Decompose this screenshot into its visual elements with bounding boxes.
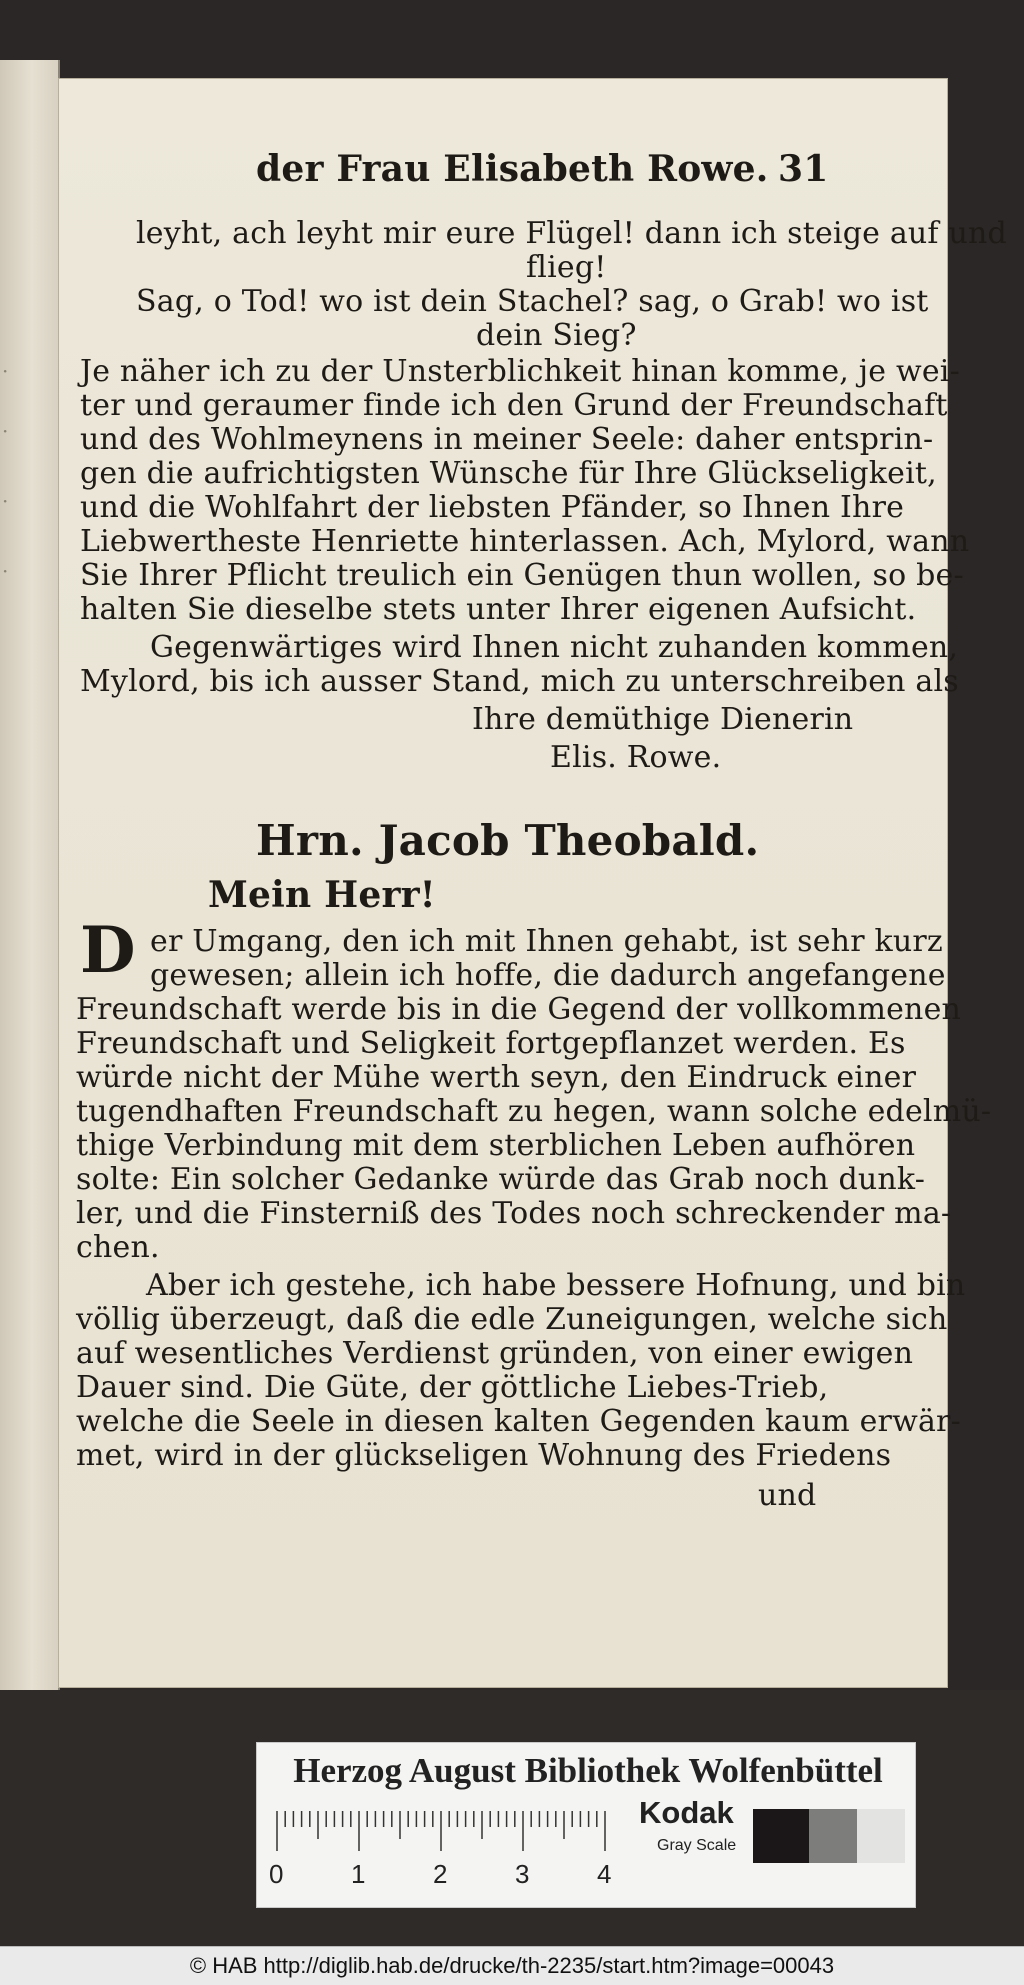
body-line: Liebwertheste Henriette hinterlassen. Ach, Mylord, wann <box>80 524 970 559</box>
signature-line: Elis. Rowe. <box>550 740 722 775</box>
gray-scale-label: Gray Scale <box>657 1837 737 1854</box>
bleed-mark: · <box>2 489 9 513</box>
bleed-mark: · <box>2 559 9 583</box>
letter-line: würde nicht der Mühe werth seyn, den Eindruck einer <box>76 1060 917 1095</box>
copyright-footer <box>0 1946 1024 1985</box>
bleed-mark: · <box>2 359 9 383</box>
body-line: halten Sie dieselbe stets unter Ihrer eigenen Aufsicht. <box>80 592 917 627</box>
body-line: gen die aufrichtigsten Wünsche für Ihre Glückseligkeit, <box>80 456 937 491</box>
decorated-initial: D <box>80 913 136 988</box>
letter-line: völlig überzeugt, daß die edle Zuneigungen, welche sich <box>76 1302 948 1337</box>
letter-title: Hrn. Jacob Theobald. <box>256 816 760 865</box>
ruler-label: 1 <box>351 1859 366 1889</box>
previous-page-edge <box>0 60 60 1690</box>
kodak-brand: Kodak <box>639 1795 734 1830</box>
bleed-mark: · <box>2 419 9 443</box>
body-line: Sie Ihrer Pflicht treulich ein Genügen thun wollen, so be- <box>80 558 964 593</box>
body-line: Gegenwärtiges wird Ihnen nicht zuhanden kommen, <box>150 630 959 665</box>
ruler-label: 3 <box>515 1859 530 1889</box>
ruler-label: 4 <box>597 1859 612 1889</box>
body-line: und die Wohlfahrt der liebsten Pfänder, so Ihnen Ihre <box>80 490 905 525</box>
letter-line: Freundschaft werde bis in die Gegend der vollkommenen <box>76 992 962 1027</box>
closing-line: Ihre demüthige Dienerin <box>472 702 854 737</box>
measurement-ruler <box>273 1803 633 1893</box>
letter-line: Freundschaft und Seligkeit fortgepflanzet werden. Es <box>76 1026 906 1061</box>
body-line: Je näher ich zu der Unsterblichkeit hinan komme, je wei- <box>80 354 960 389</box>
verse-line: flieg! <box>526 250 607 285</box>
letter-line: tugendhaften Freundschaft zu hegen, wann solche edelmü- <box>76 1094 992 1129</box>
letter-line: met, wird in der glückseligen Wohnung des Friedens <box>76 1438 892 1473</box>
swatch-light <box>857 1809 905 1863</box>
body-line: ter und geraumer finde ich den Grund der Freundschaft <box>80 388 948 423</box>
letter-line: ler, und die Finsterniß des Todes noch schreckender ma- <box>76 1196 952 1231</box>
swatch-dark <box>753 1809 809 1863</box>
verse-line: leyht, ach leyht mir eure Flügel! dann ich steige auf und <box>136 216 1007 251</box>
body-line: Mylord, bis ich ausser Stand, mich zu unterschreiben als <box>80 664 959 699</box>
book-page <box>58 78 1007 1688</box>
catchword: und <box>758 1478 817 1513</box>
page-number: 31 <box>778 148 829 190</box>
ruler-label: 0 <box>269 1859 284 1889</box>
body-line: und des Wohlmeynens in meiner Seele: daher entsprin- <box>80 422 934 457</box>
verse-line: dein Sieg? <box>476 318 637 353</box>
letter-line: gewesen; allein ich hoffe, die dadurch angefangene <box>150 958 946 993</box>
letter-line: Aber ich gestehe, ich habe bessere Hofnung, und bin <box>146 1268 966 1303</box>
letter-line: Dauer sind. Die Güte, der göttliche Liebes-Trieb, <box>76 1370 829 1405</box>
letter-line: er Umgang, den ich mit Ihnen gehabt, ist sehr kurz <box>150 924 943 959</box>
running-header: der Frau Elisabeth Rowe. <box>256 148 769 190</box>
copyright-text: © HAB http://diglib.hab.de/drucke/th-2235/start.htm?image=00043 <box>189 1953 835 1978</box>
ruler-label: 2 <box>433 1859 448 1889</box>
letter-line: solte: Ein solcher Gedanke würde das Grab noch dunk- <box>76 1162 926 1197</box>
letter-line: chen. <box>76 1230 160 1265</box>
library-color-card <box>256 1742 916 1908</box>
verse-line: Sag, o Tod! wo ist dein Stachel? sag, o Grab! wo ist <box>136 284 929 319</box>
letter-line: thige Verbindung mit dem sterblichen Leben aufhören <box>76 1128 916 1163</box>
letter-line: welche die Seele in diesen kalten Gegenden kaum erwär- <box>76 1404 961 1439</box>
library-name: Herzog August Bibliothek Wolfenbüttel <box>293 1751 883 1790</box>
letter-line: auf wesentliches Verdienst gründen, von einer ewigen <box>76 1336 914 1371</box>
salutation: Mein Herr! <box>208 874 436 916</box>
